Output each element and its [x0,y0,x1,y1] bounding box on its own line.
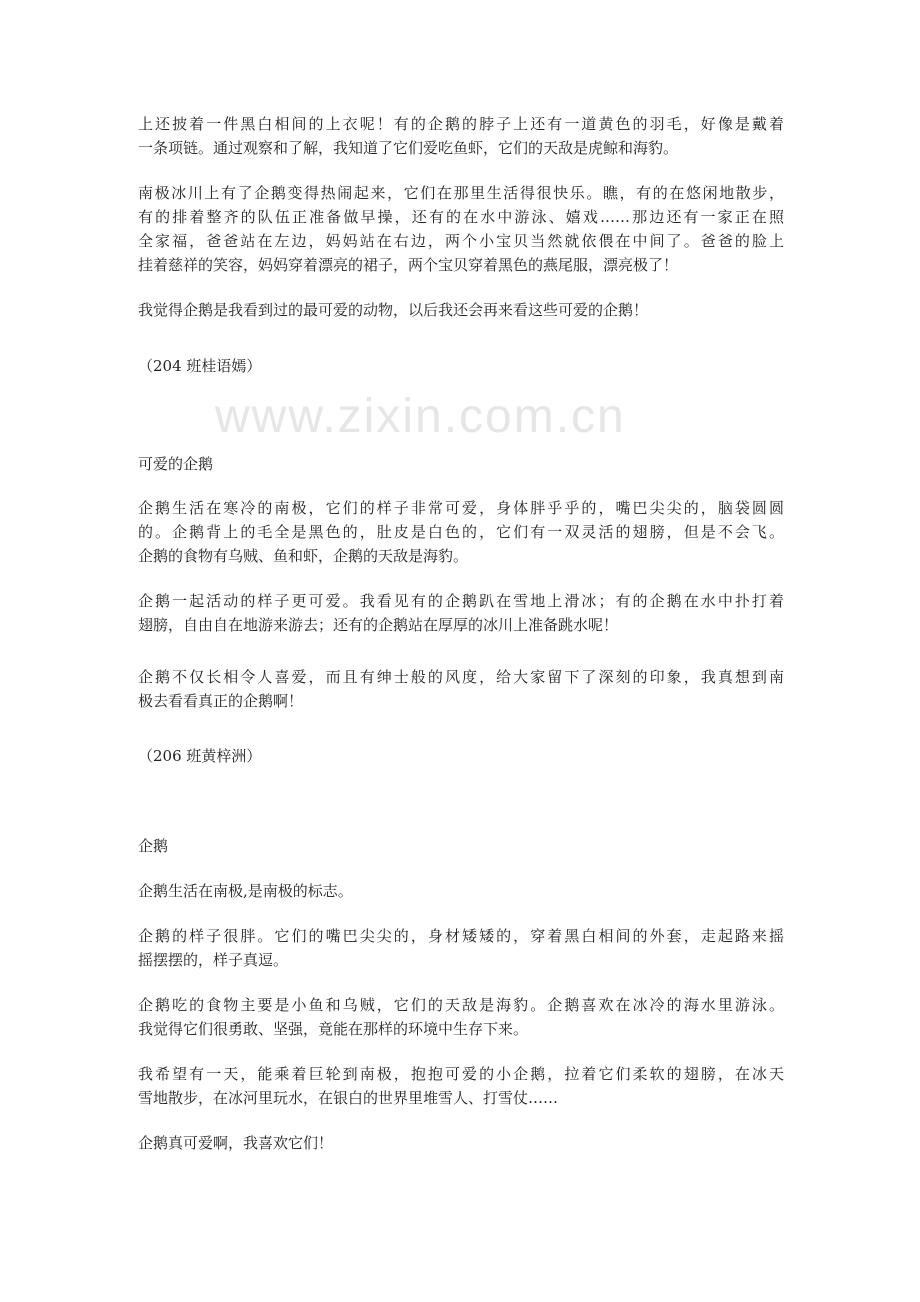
text-line: 企鹅真可爱啊，我喜欢它们！ [138,1134,334,1152]
text-line: 一条项链。通过观察和了解，我知道了它们爱吃鱼虾，它们的天敌是虎鲸和海豹。 [138,139,679,157]
text-line: 企鹅一起活动的样子更可爱。我看见有的企鹅趴在雪地上滑冰；有的企鹅在水中扑打着 [138,592,784,610]
text-line: 挂着慈祥的笑容，妈妈穿着漂亮的裙子，两个宝贝穿着黑色的燕尾服，漂亮极了！ [138,256,679,274]
essay3-paragraph-3 [138,993,784,1041]
essay-title: 企鹅 [138,837,169,855]
essay1-paragraph-2 [138,181,784,277]
text-line: 摇摆摆的，样子真逗。 [138,951,289,969]
essay3-paragraph-1 [138,879,784,903]
essay2-author [138,744,784,768]
text-line: 有的排着整齐的队伍正准备做早操，还有的在水中游泳、嬉戏……那边还有一家正在照 [138,208,784,226]
watermark: www.zixin.com.cn [215,390,626,443]
text-line: 的。企鹅背上的毛全是黑色的，肚皮是白色的，它们有一双灵活的翅膀，但是不会飞。 [138,523,784,541]
essay3-paragraph-2 [138,924,784,972]
text-line: 极去看看真正的企鹅啊！ [138,692,304,710]
text-line: 我觉得它们很勇敢、坚强，竟能在那样的环境中生存下来。 [138,1020,529,1038]
text-line: 我希望有一天，能乘着巨轮到南极，抱抱可爱的小企鹅，拉着它们柔软的翅膀，在冰天 [138,1065,784,1083]
text-line: 上还披着一件黑白相间的上衣呢！有的企鹅的脖子上还有一道黄色的羽毛，好像是戴着 [138,115,784,133]
essay3-paragraph-5 [138,1131,784,1155]
essay1-author [138,354,784,378]
essay-title: 可爱的企鹅 [138,455,214,473]
essay2-paragraph-1 [138,496,784,568]
author-line: （206 班黄梓洲） [138,747,262,765]
essay3-title [138,834,784,858]
text-line: 全家福，爸爸站在左边，妈妈站在右边，两个小宝贝当然就依偎在中间了。爸爸的脸上 [138,232,784,250]
text-line: 企鹅吃的食物主要是小鱼和乌贼，它们的天敌是海豹。企鹅喜欢在冰冷的海水里游泳。 [138,996,784,1014]
essay2-paragraph-3 [138,665,784,713]
essay3-paragraph-4 [138,1062,784,1110]
essay1-paragraph-1 [138,112,784,160]
text-line: 企鹅生活在寒冷的南极，它们的样子非常可爱，身体胖乎乎的，嘴巴尖尖的，脑袋圆圆 [138,499,784,517]
essay1-paragraph-3 [138,298,784,322]
text-line: 雪地散步，在冰河里玩水，在银白的世界里堆雪人、打雪仗…… [138,1089,559,1107]
text-line: 南极冰川上有了企鹅变得热闹起来，它们在那里生活得很快乐。瞧，有的在悠闲地散步， [138,184,784,202]
text-line: 企鹅的样子很胖。它们的嘴巴尖尖的，身材矮矮的，穿着黑白相间的外套，走起路来摇 [138,927,784,945]
text-line: 我觉得企鹅是我看到过的最可爱的动物，以后我还会再来看这些可爱的企鹅！ [138,301,649,319]
text-line: 企鹅的食物有乌贼、鱼和虾，企鹅的天敌是海豹。 [138,547,469,565]
text-line: 翅膀，自由自在地游来游去；还有的企鹅站在厚厚的冰川上准备跳水呢！ [138,616,619,634]
text-line: 企鹅生活在南极,是南极的标志。 [138,882,353,900]
author-line: （204 班桂语嫣） [138,357,262,375]
essay2-title [138,452,784,476]
text-line: 企鹅不仅长相令人喜爱，而且有绅士般的风度，给大家留下了深刻的印象，我真想到南 [138,668,784,686]
essay2-paragraph-2 [138,589,784,637]
